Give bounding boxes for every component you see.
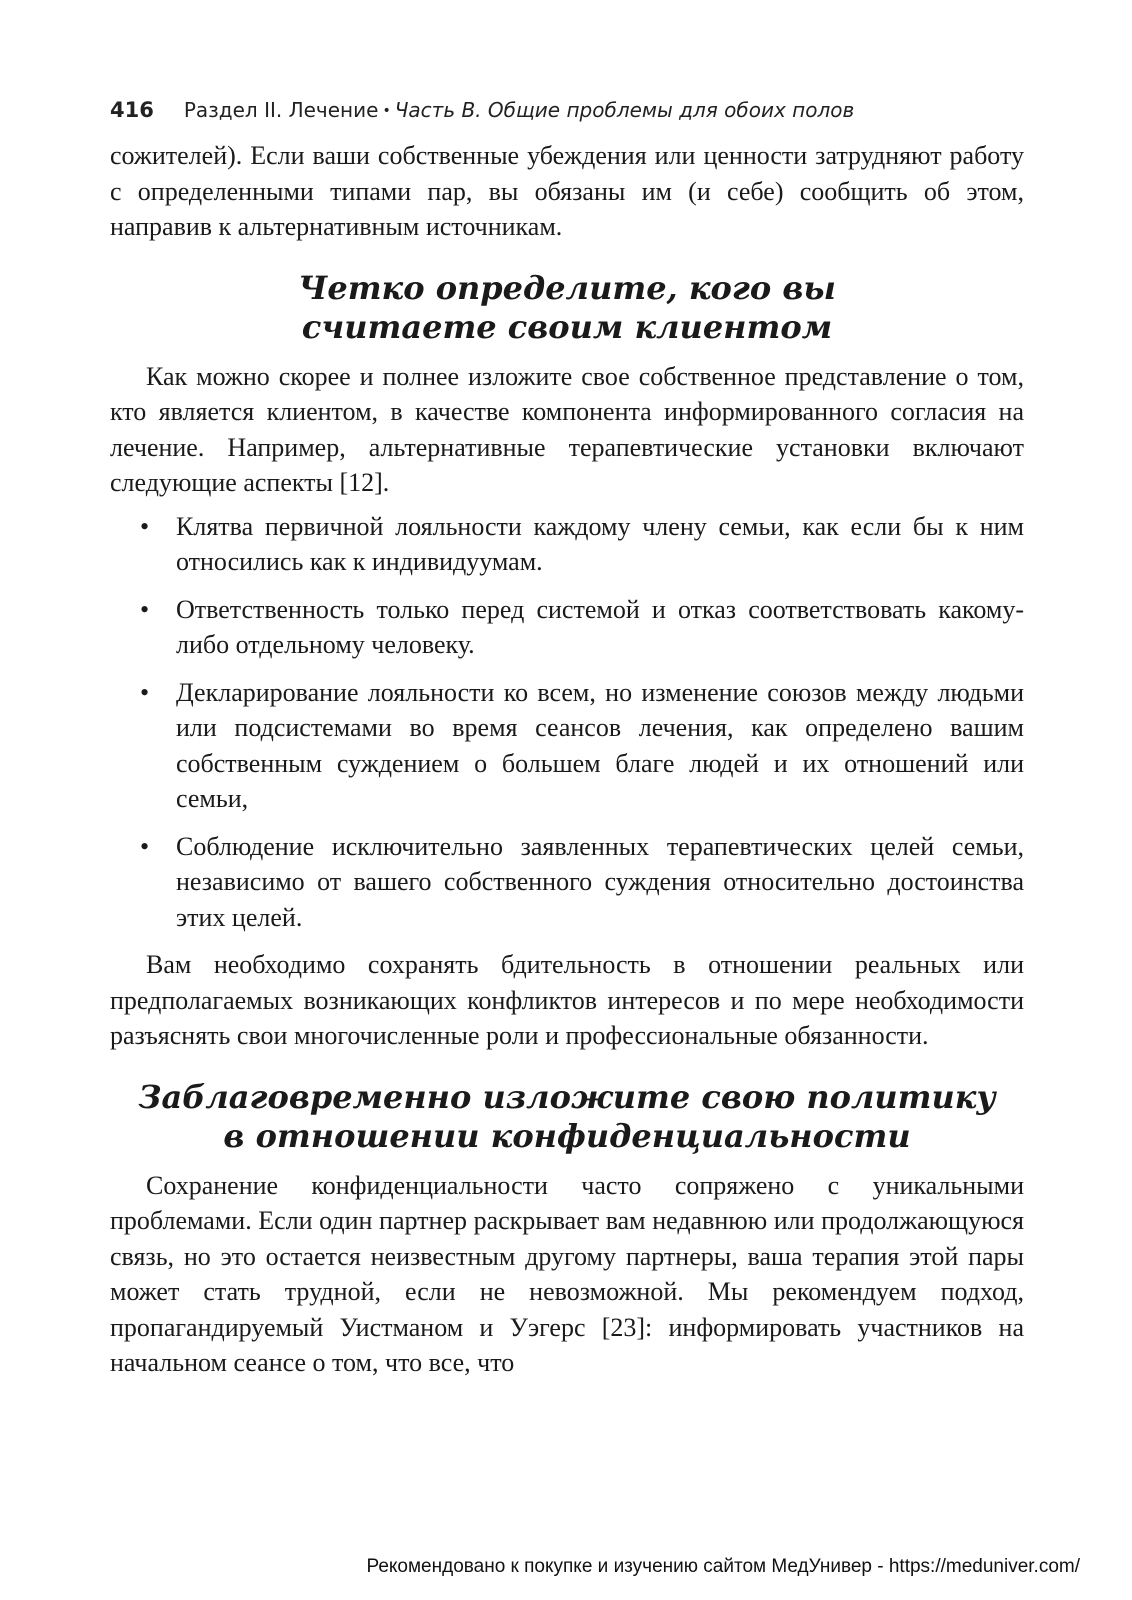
list-item-text: Клятва первичной лояльности каждому члену семьи, как если бы к ним относились как к индивидуумам. bbox=[176, 511, 1024, 576]
heading-line: считаете своим клиентом bbox=[301, 307, 833, 346]
list-item-text: Декларирование лояльности ко всем, но изменение союзов между людьми или подсистемами во время сеансов лечения, как определено вашим собственным суждением о большем благе людей и их отношений или семьи, bbox=[176, 677, 1024, 813]
bullet-icon: • bbox=[140, 677, 150, 707]
heading-line: Заблаговременно изложите свою политику bbox=[138, 1077, 996, 1116]
heading-line: в отношении конфиденциальности bbox=[223, 1116, 911, 1155]
section-title: Раздел II. Лечение bbox=[183, 98, 379, 122]
list-item bbox=[110, 509, 1024, 580]
list-item bbox=[110, 675, 1024, 817]
running-header bbox=[110, 96, 1024, 124]
list-item-text: Соблюдение исключительно заявленных терапевтических целей семьи, независимо от вашего собственного суждения относительно достоинства этих целей. bbox=[176, 831, 1024, 932]
confidentiality-paragraph: Сохранение конфиденциальности часто сопряжено с уникальными проблемами. Если один партнер раскрывает вам недавнюю или продолжающуюся связь, но это остается неизвестным другому партнеры, ваша терапия этой пары может стать трудной, если не невозможной. Мы рекомендуем подход, пропагандируемый Уистманом и Уэгерс [23]: информировать участников на начальном сеансе о том, что все, что bbox=[110, 1170, 1024, 1377]
part-title: Часть B. Общие проблемы для обоих полов bbox=[394, 98, 855, 122]
bullet-icon: • bbox=[140, 594, 150, 624]
list-item bbox=[110, 829, 1024, 936]
conflict-paragraph: Вам необходимо сохранять бдительность в отношении реальных или предполагаемых возникающих конфликтов интересов и по мере необходимости разъяснять свои многочисленные роли и профессиональные обязанности. bbox=[110, 950, 1024, 1050]
section-heading-confidentiality bbox=[110, 1078, 1024, 1156]
client-paragraph: Как можно скорее и полнее изложите свое собственное представление о том, кто является клиентом, в качестве компонента информированного согласия на лечение. Например, альтернативные терапевтические установки включают следующие аспекты [12]. bbox=[110, 361, 1024, 497]
intro-paragraph: сожителей). Если ваши собственные убеждения или ценности затрудняют работу с определенными типами пар, вы обязаны им (и себе) сообщить об этом, направив к альтернативным источникам. bbox=[110, 141, 1024, 241]
bullet-icon: • bbox=[140, 831, 150, 861]
list-item-text: Ответственность только перед системой и отказ соответствовать какому-либо отдельному человеку. bbox=[176, 594, 1024, 659]
section-heading-client bbox=[110, 269, 1024, 347]
header-separator: • bbox=[382, 103, 391, 119]
bullet-list bbox=[110, 509, 1024, 936]
heading-line: Четко определите, кого вы bbox=[298, 268, 836, 307]
page-number: 416 bbox=[110, 98, 154, 122]
book-page bbox=[110, 96, 1024, 1381]
list-item bbox=[110, 592, 1024, 663]
watermark-footer: Рекомендовано к покупке и изучению сайтом МедУнивер - https://meduniver.com/ bbox=[366, 1556, 1080, 1577]
bullet-icon: • bbox=[140, 511, 150, 541]
